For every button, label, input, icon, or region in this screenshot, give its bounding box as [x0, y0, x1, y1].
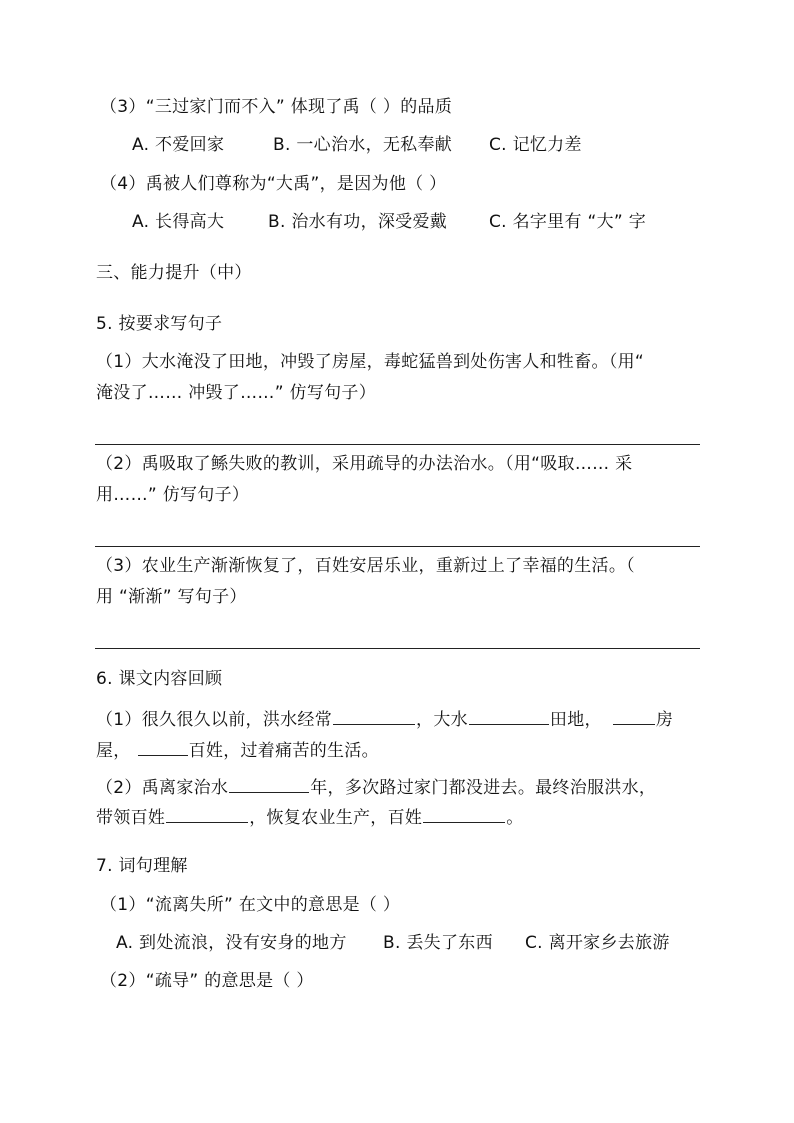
q7-title: 7. 词句理解 — [96, 856, 188, 876]
q4-option-a: A. 长得高大 — [132, 212, 225, 232]
q5-item2-line2: 用……” 仿写句子） — [96, 485, 250, 505]
q5-title: 5. 按要求写句子 — [96, 314, 223, 334]
q6-blank-5[interactable] — [229, 776, 309, 793]
q6-item2-text-b: 年，多次路过家门都没进去。最终治服洪水， — [310, 778, 657, 798]
q6-item2-line1 — [96, 776, 656, 799]
q5-item1-answer-line[interactable] — [95, 444, 700, 445]
q5-item3-line2: 用 “渐渐” 写句子） — [96, 587, 247, 607]
q3-stem: （3）“三过家门而不入” 体现了禹（ ）的品质 — [100, 97, 453, 117]
q5-item1-line2: 淹没了…… 冲毁了……” 仿写句子） — [96, 383, 377, 403]
q6-blank-3[interactable] — [613, 708, 655, 725]
q7-item1-option-a: A. 到处流浪，没有安身的地方 — [116, 933, 347, 953]
q6-item1-text-e: 屋， — [96, 741, 131, 761]
q6-item1-line2 — [96, 739, 379, 762]
q6-item1-line1 — [96, 708, 673, 731]
q3-option-a: A. 不爱回家 — [132, 135, 225, 155]
q6-blank-4[interactable] — [138, 739, 188, 756]
q6-blank-7[interactable] — [423, 806, 505, 823]
q3-option-b: B. 一心治水，无私奉献 — [273, 135, 453, 155]
q5-item2-line1: （2）禹吸取了鲧失败的教训，采用疏导的办法治水。（用“吸取…… 采 — [96, 454, 633, 474]
q7-item2-stem: （2）“疏导” 的意思是（ ） — [100, 971, 314, 991]
q6-item2-text-a: （2）禹离家治水 — [96, 778, 229, 798]
q6-title: 6. 课文内容回顾 — [96, 669, 223, 689]
q7-item1-stem: （1）“流离失所” 在文中的意思是（ ） — [100, 895, 401, 915]
q6-blank-1[interactable] — [333, 708, 415, 725]
q6-item1-text-d: 房 — [655, 710, 674, 730]
q6-item1-text-b: ，大水 — [416, 710, 468, 730]
q7-item1-option-b: B. 丢失了东西 — [383, 933, 493, 953]
q5-item3-line1: （3）农业生产渐渐恢复了，百姓安居乐业，重新过上了幸福的生活。（ — [96, 556, 635, 576]
q6-item2-line2 — [96, 806, 524, 829]
section3-title: 三、能力提升（中） — [96, 263, 252, 283]
q5-item2-answer-line[interactable] — [95, 546, 700, 547]
q4-option-c: C. 名字里有 “大” 字 — [489, 212, 646, 232]
q6-item1-text-f: 百姓，过着痛苦的生活。 — [188, 741, 379, 761]
q6-item2-text-e: 。 — [506, 808, 524, 828]
q6-item2-text-d: ，恢复农业生产，百姓 — [249, 808, 423, 828]
q6-blank-2[interactable] — [469, 708, 549, 725]
q4-option-b: B. 治水有功，深受爱戴 — [268, 212, 448, 232]
q7-item1-option-c: C. 离开家乡去旅游 — [525, 933, 670, 953]
q6-blank-6[interactable] — [166, 806, 248, 823]
q6-item1-text-c: 田地， — [549, 710, 602, 730]
q5-item1-line1: （1）大水淹没了田地，冲毁了房屋，毒蛇猛兽到处伤害人和牲畜。（用“ — [96, 352, 645, 372]
q4-stem: （4）禹被人们尊称为“大禹”，是因为他（ ） — [100, 174, 447, 194]
q3-option-c: C. 记忆力差 — [489, 135, 582, 155]
q6-item1-text-a: （1）很久很久以前，洪水经常 — [96, 710, 333, 730]
q6-item2-text-c: 带领百姓 — [96, 808, 166, 828]
q5-item3-answer-line[interactable] — [95, 648, 700, 649]
